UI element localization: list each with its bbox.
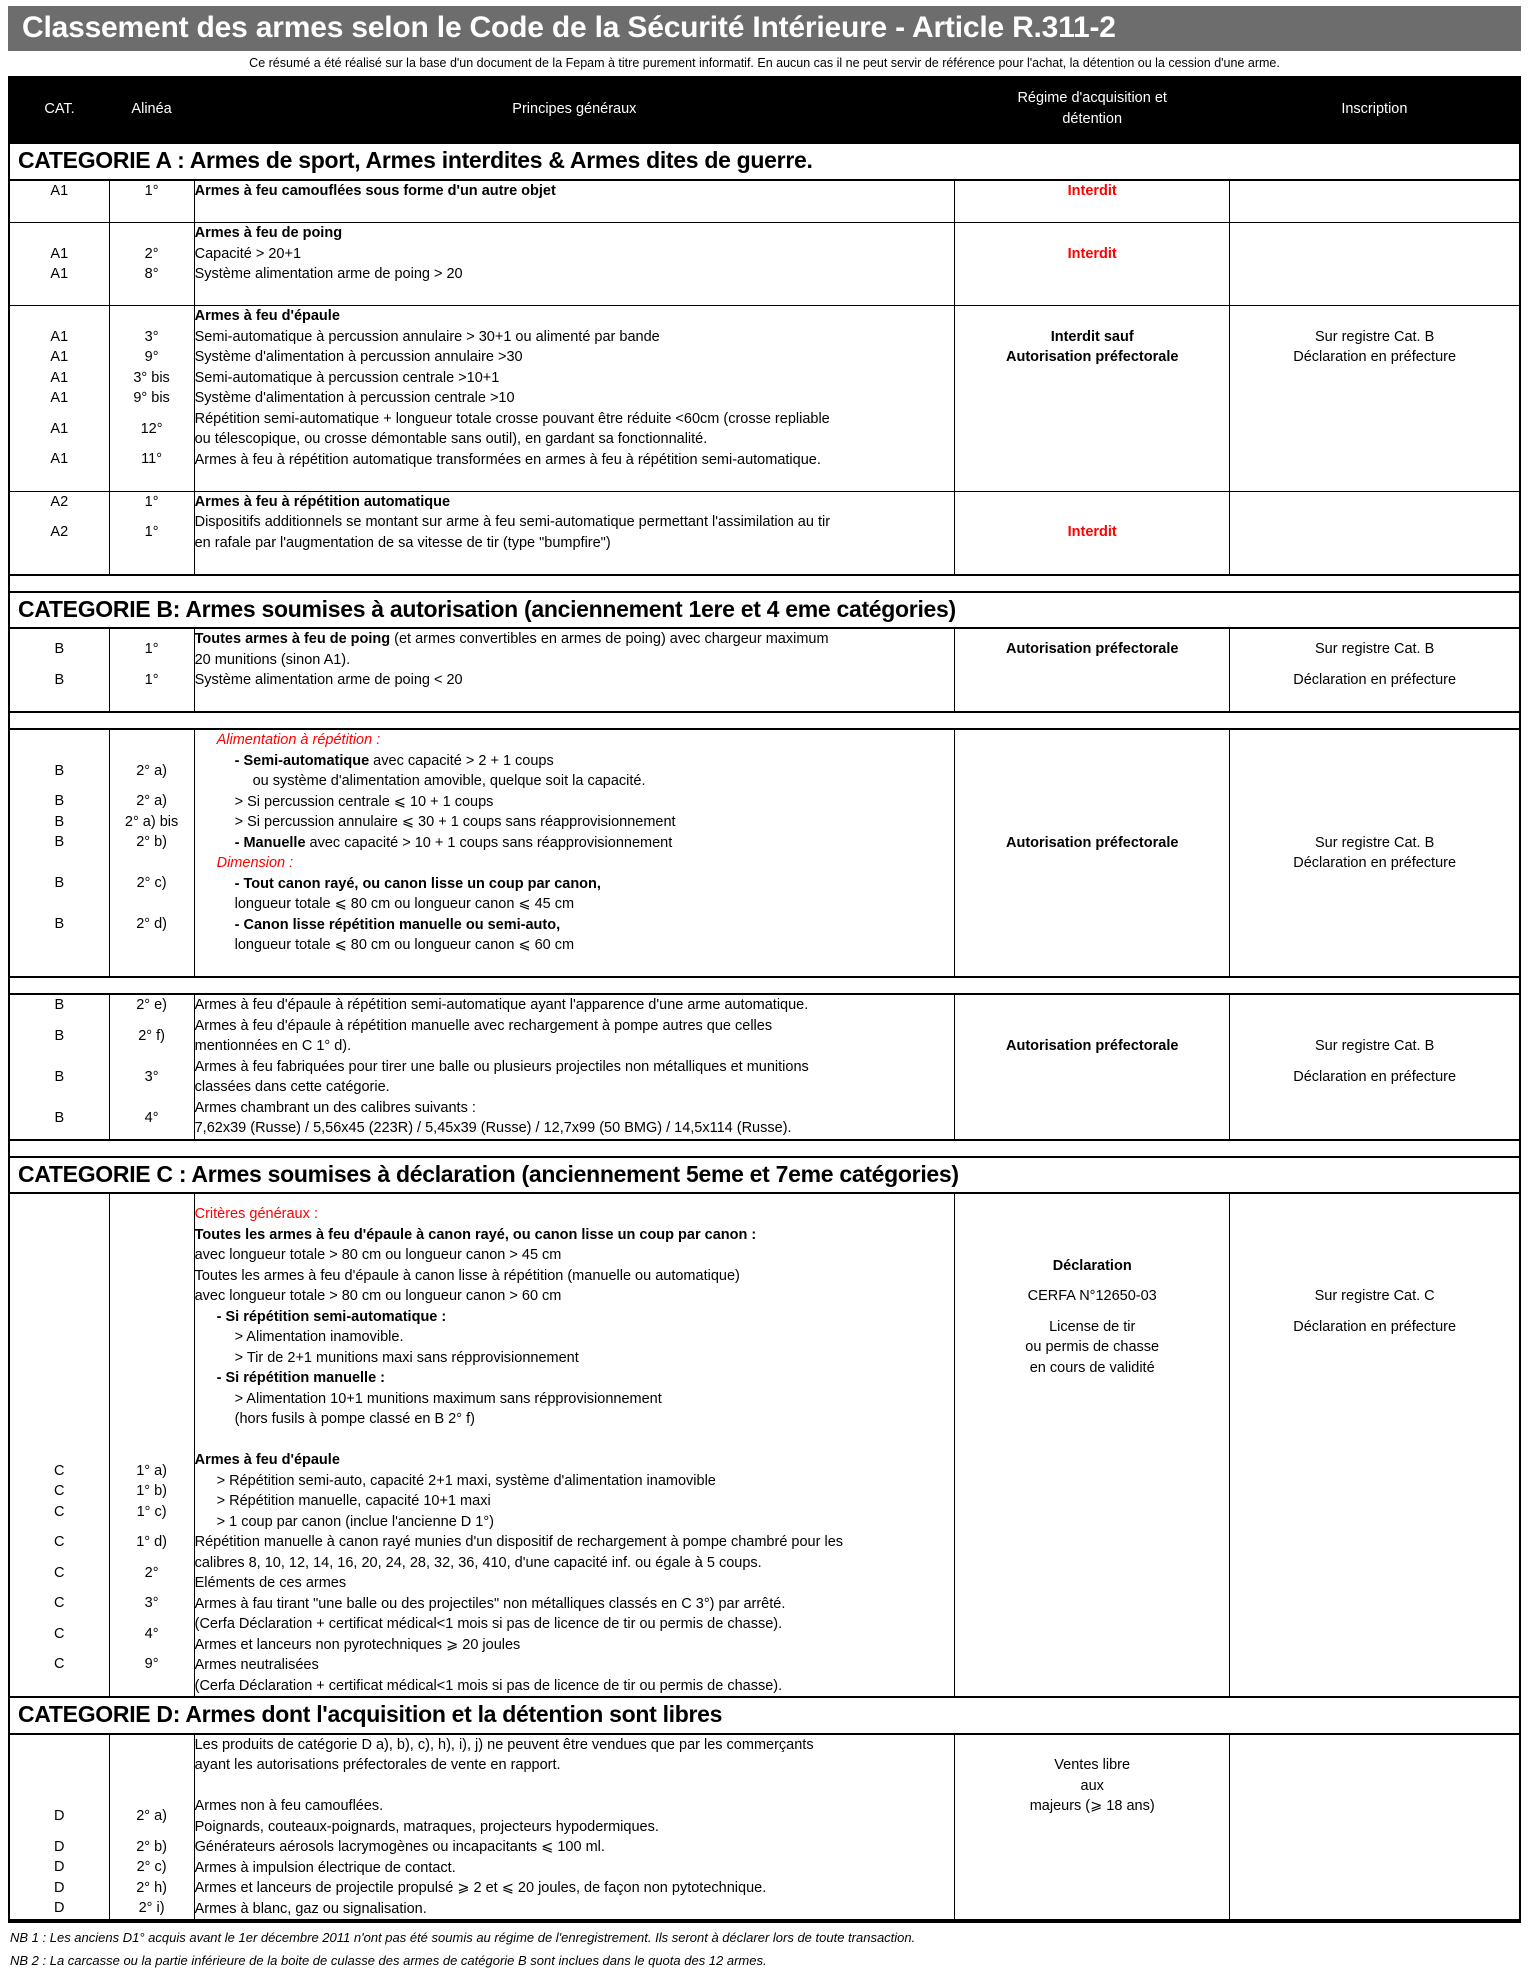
principle-line: Armes et lanceurs de projectile propulsé ⩾ 2 et ⩽ 20 joules, de façon non pytotechnique. bbox=[194, 1880, 767, 1897]
cat-value: B bbox=[54, 875, 65, 892]
inscription-value: Déclaration en préfecture bbox=[1293, 1068, 1457, 1085]
category-c-title: CATEGORIE C : Armes soumises à déclaration (anciennement 5eme et 7eme catégories) bbox=[9, 1157, 1520, 1194]
weapons-classification-table bbox=[8, 76, 1521, 1921]
principle-line: 20 munitions (sinon A1). bbox=[194, 651, 351, 668]
alinea-value: 9° bis bbox=[133, 390, 170, 407]
alinea-value: 1° d) bbox=[136, 1534, 167, 1551]
principle-rest: avec capacité > 2 + 1 coups bbox=[369, 752, 554, 769]
regime-value: Déclaration bbox=[1052, 1257, 1132, 1274]
principle-line: Système d'alimentation à percussion centrale >10 bbox=[194, 390, 515, 407]
cat-value: B bbox=[54, 813, 65, 830]
row-inscription bbox=[1230, 1734, 1520, 1921]
principle-line: Armes à feu d'épaule à répétition manuelle avec rechargement à pompe autres que celles bbox=[194, 1017, 773, 1034]
cat-value: D bbox=[54, 1879, 65, 1896]
principle-rest: avec capacité > 10 + 1 coups sans réapprovisionnement bbox=[305, 834, 673, 851]
alinea-value: 1° bbox=[144, 524, 159, 541]
principle-line: Toutes les armes à feu d'épaule à canon lisse à répétition (manuelle ou automatique) bbox=[194, 1267, 740, 1284]
row-cat bbox=[9, 1734, 109, 1921]
table-row bbox=[9, 994, 1520, 1140]
footer-notes bbox=[8, 1921, 1521, 1973]
cat-value: C bbox=[54, 1534, 65, 1551]
row-cat bbox=[9, 729, 109, 977]
principle-line: > Si percussion annulaire ⩽ 30 + 1 coups sans réapprovisionnement bbox=[234, 814, 676, 831]
alinea-value: 9° bbox=[144, 1656, 159, 1673]
regime-value: majeurs (⩾ 18 ans) bbox=[1029, 1798, 1155, 1815]
principle-line: (Cerfa Déclaration + certificat médical<1 mois si pas de licence de tir ou permis de chasse). bbox=[194, 1616, 783, 1633]
regime-value: Interdit bbox=[1067, 524, 1117, 541]
row-alinea bbox=[109, 1734, 194, 1921]
cat-value: A1 bbox=[50, 369, 69, 386]
row-regime bbox=[955, 1734, 1230, 1921]
row-principes bbox=[194, 306, 955, 492]
principle-rest: (et armes convertibles en armes de poing) avec chargeur maximum bbox=[390, 631, 829, 648]
principle-line: Capacité > 20+1 bbox=[194, 245, 302, 262]
cat-value: B bbox=[54, 1109, 65, 1126]
note-nb2: NB 2 : La carcasse ou la partie inférieure de la boite de culasse des armes de catégorie B sont inclues dans le quota des 12 armes. bbox=[10, 1953, 767, 1969]
principle-line: Semi-automatique à percussion centrale >10+1 bbox=[194, 369, 500, 386]
regime-value: ou permis de chasse bbox=[1025, 1339, 1160, 1356]
alinea-value: 2° c) bbox=[136, 875, 167, 892]
principle-line: > Tir de 2+1 munitions maxi sans répprovisionnement bbox=[234, 1349, 579, 1366]
alinea-value: 2° a) bis bbox=[124, 813, 179, 830]
cat-value: B bbox=[54, 1027, 65, 1044]
cat-value: B bbox=[54, 834, 65, 851]
cat-value: A2 bbox=[50, 524, 69, 541]
category-banner-a bbox=[9, 143, 1520, 180]
alinea-value: 1° c) bbox=[136, 1503, 167, 1520]
inscription-value: Sur registre Cat. B bbox=[1315, 641, 1435, 658]
principle-title: Armes à feu de poing bbox=[194, 225, 343, 242]
table-row bbox=[9, 491, 1520, 575]
regime-value: License de tir bbox=[1049, 1318, 1136, 1335]
principle-subheading: Alimentation à répétition : bbox=[216, 732, 381, 749]
alinea-value: 2° a) bbox=[136, 793, 167, 810]
row-inscription bbox=[1230, 306, 1520, 492]
alinea-value: 1° bbox=[144, 671, 159, 688]
regime-value: en cours de validité bbox=[1029, 1359, 1155, 1376]
principle-line: (hors fusils à pompe classé en B 2° f) bbox=[234, 1411, 475, 1428]
principle-line: avec longueur totale > 80 cm ou longueur canon > 60 cm bbox=[194, 1288, 562, 1305]
principle-emph: - Manuelle bbox=[234, 834, 306, 851]
principle-line: Dispositifs additionnels se montant sur arme à feu semi-automatique permettant l'assimilation au tir bbox=[194, 514, 831, 531]
principle-line: > Répétition semi-auto, capacité 2+1 maxi, système d'alimentation inamovible bbox=[216, 1472, 716, 1489]
principle-line: Poignards, couteaux-poignards, matraques, projecteurs hypodermiques. bbox=[194, 1818, 659, 1835]
principle-line: Système d'alimentation à percussion annulaire >30 bbox=[194, 349, 523, 366]
row-regime bbox=[955, 306, 1230, 492]
row-principes bbox=[194, 491, 955, 575]
principle-line: longueur totale ⩽ 80 cm ou longueur canon ⩽ 60 cm bbox=[234, 937, 575, 954]
row-alinea bbox=[109, 223, 194, 306]
row-alinea bbox=[109, 729, 194, 977]
regime-value: Ventes libre bbox=[1054, 1757, 1131, 1774]
principle-line: Armes à feu fabriquées pour tirer une balle ou plusieurs projectiles non métalliques et munitions bbox=[194, 1058, 809, 1075]
principle-line: > Alimentation 10+1 munitions maximum sans répprovisionnement bbox=[234, 1390, 662, 1407]
alinea-value: 2° b) bbox=[136, 834, 167, 851]
principle-line: Semi-automatique à percussion annulaire > 30+1 ou alimenté par bande bbox=[194, 328, 660, 345]
alinea-value: 2° bbox=[144, 245, 159, 262]
regime-line-1: Régime d'acquisition et bbox=[1017, 90, 1167, 107]
regime-value: Autorisation préfectorale bbox=[1005, 834, 1179, 851]
principle-line: Armes et lanceurs non pyrotechniques ⩾ 20 joules bbox=[194, 1636, 521, 1653]
principle-title: Armes à feu d'épaule bbox=[194, 1452, 340, 1469]
row-cat bbox=[9, 994, 109, 1140]
column-header-inscription: Inscription bbox=[1230, 77, 1520, 143]
row-cat bbox=[9, 628, 109, 712]
principle-line: classées dans cette catégorie. bbox=[194, 1079, 390, 1096]
alinea-value: 3° bbox=[144, 328, 159, 345]
principle-line: calibres 8, 10, 12, 14, 16, 20, 24, 28, 32, 36, 410, d'une capacité inf. ou égale à 5 coups. bbox=[194, 1554, 762, 1571]
row-alinea bbox=[109, 180, 194, 223]
document-page bbox=[0, 6, 1529, 1977]
principle-line: Système alimentation arme de poing < 20 bbox=[194, 672, 463, 689]
alinea-value: 2° b) bbox=[136, 1838, 167, 1855]
row-inscription bbox=[1230, 1193, 1520, 1697]
principle-line bbox=[195, 751, 955, 772]
row-regime bbox=[955, 729, 1230, 977]
principle-line: Armes à blanc, gaz ou signalisation. bbox=[194, 1900, 427, 1917]
cat-value: B bbox=[54, 997, 65, 1014]
row-principes bbox=[194, 628, 955, 712]
principle-line bbox=[195, 833, 955, 854]
row-alinea bbox=[109, 994, 194, 1140]
row-alinea bbox=[109, 306, 194, 492]
row-inscription bbox=[1230, 223, 1520, 306]
cat-value: B bbox=[54, 1068, 65, 1085]
cat-value: B bbox=[54, 916, 65, 933]
category-d-title: CATEGORIE D: Armes dont l'acquisition et la détention sont libres bbox=[9, 1697, 1520, 1734]
cat-value: C bbox=[54, 1503, 65, 1520]
row-principes bbox=[194, 223, 955, 306]
cat-value: A1 bbox=[50, 349, 69, 366]
principle-line bbox=[195, 629, 955, 650]
table-row bbox=[9, 1193, 1520, 1697]
row-inscription bbox=[1230, 994, 1520, 1140]
principle-line: en rafale par l'augmentation de sa vitesse de tir (type "bumpfire") bbox=[194, 534, 611, 551]
cat-value: A2 bbox=[50, 493, 69, 510]
inscription-value: Déclaration en préfecture bbox=[1293, 1318, 1457, 1335]
row-alinea bbox=[109, 628, 194, 712]
column-header-cat: CAT. bbox=[9, 77, 109, 143]
cat-value: C bbox=[54, 1483, 65, 1500]
block-spacer bbox=[9, 575, 1520, 592]
alinea-value: 3° bis bbox=[133, 369, 170, 386]
inscription-value: Déclaration en préfecture bbox=[1293, 349, 1457, 366]
alinea-value: 11° bbox=[141, 451, 163, 468]
table-row bbox=[9, 1734, 1520, 1921]
principle-title: Armes à feu d'épaule bbox=[194, 308, 340, 325]
row-principes bbox=[194, 180, 955, 223]
category-a-title: CATEGORIE A : Armes de sport, Armes interdites & Armes dites de guerre. bbox=[9, 143, 1520, 180]
principle-line: - Canon lisse répétition manuelle ou semi-auto, bbox=[234, 916, 561, 933]
alinea-value: 2° h) bbox=[136, 1879, 167, 1896]
row-inscription bbox=[1230, 180, 1520, 223]
principle-subheading: Dimension : bbox=[216, 855, 294, 872]
block-spacer bbox=[9, 1140, 1520, 1157]
cat-value: C bbox=[54, 1462, 65, 1479]
principle-line: > Répétition manuelle, capacité 10+1 maxi bbox=[216, 1493, 491, 1510]
principle-line: mentionnées en C 1° d). bbox=[194, 1038, 352, 1055]
row-alinea bbox=[109, 1193, 194, 1697]
alinea-value: 2° f) bbox=[138, 1027, 165, 1044]
cat-value: A1 bbox=[50, 451, 69, 468]
cat-value: B bbox=[54, 671, 65, 688]
regime-value: CERFA N°12650-03 bbox=[1027, 1288, 1157, 1305]
principle-line: ou télescopique, ou crosse démontable sans outil), en gardant sa fonctionnalité. bbox=[194, 431, 708, 448]
cat-value: A1 bbox=[50, 420, 69, 437]
principle-line: Armes à fau tirant "une balle ou des projectiles" non métalliques classés en C 3°) par arrêté. bbox=[194, 1595, 786, 1612]
row-principes bbox=[194, 1734, 955, 1921]
principle-line: Armes à impulsion électrique de contact. bbox=[194, 1859, 456, 1876]
block-spacer bbox=[9, 712, 1520, 729]
alinea-value: 2° i) bbox=[138, 1900, 165, 1917]
regime-value: Autorisation préfectorale bbox=[1005, 1038, 1179, 1055]
table-row bbox=[9, 180, 1520, 223]
row-regime bbox=[955, 994, 1230, 1140]
alinea-value: 2° a) bbox=[136, 762, 167, 779]
cat-value: D bbox=[54, 1838, 65, 1855]
alinea-value: 1° bbox=[144, 493, 159, 510]
alinea-value: 3° bbox=[144, 1068, 159, 1085]
row-regime bbox=[955, 628, 1230, 712]
principle-line: Armes à feu camouflées sous forme d'un autre objet bbox=[194, 183, 556, 200]
regime-value: Autorisation préfectorale bbox=[1005, 349, 1179, 366]
regime-value: Autorisation préfectorale bbox=[1005, 641, 1179, 658]
cat-value: C bbox=[54, 1595, 65, 1612]
alinea-value: 3° bbox=[144, 1595, 159, 1612]
document-subtitle: Ce résumé a été réalisé sur la base d'un document de la Fepam à titre purement informatif. En aucun cas il ne peut servir de référence pour l'achat, la détention ou la cession d'une arme. bbox=[249, 56, 1280, 71]
principle-line: - Si répétition semi-automatique : bbox=[216, 1308, 447, 1325]
alinea-value: 2° d) bbox=[136, 916, 167, 933]
alinea-value: 8° bbox=[144, 266, 159, 283]
principle-line: Armes non à feu camouflées. bbox=[194, 1798, 384, 1815]
regime-value: Interdit bbox=[1067, 183, 1117, 200]
regime-value: aux bbox=[1080, 1777, 1104, 1794]
row-principes bbox=[194, 729, 955, 977]
principle-line: ayant les autorisations préfectorales de vente en rapport. bbox=[194, 1757, 561, 1774]
row-alinea bbox=[109, 491, 194, 575]
alinea-value: 2° c) bbox=[136, 1859, 167, 1876]
row-inscription bbox=[1230, 729, 1520, 977]
category-banner-c bbox=[9, 1157, 1520, 1194]
cat-value: C bbox=[54, 1564, 65, 1581]
column-header-regime bbox=[955, 77, 1230, 143]
principle-line: ou système d'alimentation amovible, quelque soit la capacité. bbox=[252, 773, 646, 790]
principle-line: Générateurs aérosols lacrymogènes ou incapacitants ⩽ 100 ml. bbox=[194, 1839, 605, 1856]
principle-line: Répétition manuelle à canon rayé munies d'un dispositif de rechargement à pompe chambré pour les bbox=[194, 1534, 844, 1551]
principle-line: Armes à feu d'épaule à répétition semi-automatique ayant l'apparence d'une arme automatique. bbox=[194, 997, 809, 1014]
principle-subheading: Critères généraux : bbox=[194, 1206, 318, 1223]
cat-value: D bbox=[54, 1859, 65, 1876]
cat-value: A1 bbox=[50, 390, 69, 407]
principle-title: Armes à feu à répétition automatique bbox=[194, 493, 451, 510]
column-header-principes: Principes généraux bbox=[194, 77, 955, 143]
inscription-value: Sur registre Cat. C bbox=[1314, 1288, 1435, 1305]
alinea-value: 1° bbox=[144, 641, 159, 658]
principle-line: - Tout canon rayé, ou canon lisse un coup par canon, bbox=[234, 875, 601, 892]
row-cat bbox=[9, 1193, 109, 1697]
alinea-value: 1° a) bbox=[136, 1462, 167, 1479]
principle-line: Répétition semi-automatique + longueur totale crosse pouvant être réduite <60cm (crosse repliable bbox=[194, 410, 830, 427]
row-regime bbox=[955, 223, 1230, 306]
table-header-row bbox=[9, 77, 1520, 143]
table-row bbox=[9, 306, 1520, 492]
alinea-value: 2° e) bbox=[136, 997, 167, 1014]
principle-line: Système alimentation arme de poing > 20 bbox=[194, 266, 463, 283]
principle-emph: - Semi-automatique bbox=[234, 752, 370, 769]
row-cat bbox=[9, 223, 109, 306]
cat-value: B bbox=[54, 793, 65, 810]
inscription-value: Sur registre Cat. B bbox=[1315, 834, 1435, 851]
principle-line: Les produits de catégorie D a), b), c), h), i), j) ne peuvent être vendues que par les commerçants bbox=[194, 1736, 814, 1753]
row-cat bbox=[9, 180, 109, 223]
row-inscription bbox=[1230, 491, 1520, 575]
table-row bbox=[9, 729, 1520, 977]
regime-line-2: détention bbox=[1062, 111, 1123, 128]
table-row bbox=[9, 628, 1520, 712]
cat-value: A1 bbox=[50, 183, 69, 200]
row-cat bbox=[9, 306, 109, 492]
row-regime bbox=[955, 491, 1230, 575]
alinea-value: 1° bbox=[144, 183, 159, 200]
block-spacer bbox=[9, 977, 1520, 994]
principle-line: Armes neutralisées bbox=[194, 1657, 319, 1674]
principle-line: 7,62x39 (Russe) / 5,56x45 (223R) / 5,45x39 (Russe) / 12,7x99 (50 BMG) / 14,5x114 (Russe). bbox=[194, 1120, 792, 1137]
cat-value: D bbox=[54, 1900, 65, 1917]
column-header-alinea: Alinéa bbox=[109, 77, 194, 143]
page-title: Classement des armes selon le Code de la Sécurité Intérieure - Article R.311-2 bbox=[8, 6, 1521, 51]
row-principes bbox=[194, 1193, 955, 1697]
principle-line: Toutes les armes à feu d'épaule à canon rayé, ou canon lisse un coup par canon : bbox=[194, 1226, 757, 1243]
category-banner-d bbox=[9, 1697, 1520, 1734]
alinea-value: 2° a) bbox=[136, 1808, 167, 1825]
alinea-value: 9° bbox=[144, 349, 159, 366]
principle-line: > Alimentation inamovible. bbox=[234, 1329, 404, 1346]
cat-value: A1 bbox=[50, 328, 69, 345]
principle-line: Armes à feu à répétition automatique transformées en armes à feu à répétition semi-automatique. bbox=[194, 451, 821, 468]
alinea-value: 2° bbox=[144, 1564, 159, 1581]
row-regime bbox=[955, 1193, 1230, 1697]
principle-line: (Cerfa Déclaration + certificat médical<1 mois si pas de licence de tir ou permis de chasse). bbox=[194, 1677, 783, 1694]
cat-value: D bbox=[54, 1808, 65, 1825]
cat-value: C bbox=[54, 1656, 65, 1673]
table-row bbox=[9, 223, 1520, 306]
category-b-title: CATEGORIE B: Armes soumises à autorisation (anciennement 1ere et 4 eme catégories) bbox=[9, 592, 1520, 629]
principle-line: longueur totale ⩽ 80 cm ou longueur canon ⩽ 45 cm bbox=[234, 896, 575, 913]
cat-value: A1 bbox=[50, 245, 69, 262]
regime-value: Interdit sauf bbox=[1050, 328, 1134, 345]
principle-line: avec longueur totale > 80 cm ou longueur canon > 45 cm bbox=[194, 1247, 562, 1264]
principle-line: > Si percussion centrale ⩽ 10 + 1 coups bbox=[234, 793, 494, 810]
inscription-value: Sur registre Cat. B bbox=[1315, 328, 1435, 345]
principle-emph: Toutes armes à feu de poing bbox=[194, 631, 391, 648]
cat-value: B bbox=[54, 762, 65, 779]
inscription-value: Déclaration en préfecture bbox=[1293, 671, 1457, 688]
cat-value: C bbox=[54, 1625, 65, 1642]
inscription-value: Déclaration en préfecture bbox=[1293, 855, 1457, 872]
alinea-value: 1° b) bbox=[136, 1483, 167, 1500]
row-inscription bbox=[1230, 628, 1520, 712]
row-cat bbox=[9, 491, 109, 575]
alinea-value: 4° bbox=[144, 1109, 159, 1126]
principle-line: - Si répétition manuelle : bbox=[216, 1370, 385, 1387]
note-nb1: NB 1 : Les anciens D1° acquis avant le 1er décembre 2011 n'ont pas été soumis au régime de l'enregistrement. Ils seront à déclarer lors de toute transaction. bbox=[10, 1930, 916, 1946]
alinea-value: 4° bbox=[144, 1625, 159, 1642]
cat-value: B bbox=[54, 641, 65, 658]
principle-line: Armes chambrant un des calibres suivants : bbox=[194, 1099, 476, 1116]
inscription-value: Sur registre Cat. B bbox=[1315, 1038, 1435, 1055]
alinea-value: 12° bbox=[140, 420, 163, 437]
row-regime bbox=[955, 180, 1230, 223]
regime-value: Interdit bbox=[1067, 245, 1117, 262]
row-principes bbox=[194, 994, 955, 1140]
cat-value: A1 bbox=[50, 266, 69, 283]
principle-line: Eléments de ces armes bbox=[194, 1575, 347, 1592]
category-banner-b bbox=[9, 592, 1520, 629]
principle-line: > 1 coup par canon (inclue l'ancienne D 1°) bbox=[216, 1513, 494, 1530]
